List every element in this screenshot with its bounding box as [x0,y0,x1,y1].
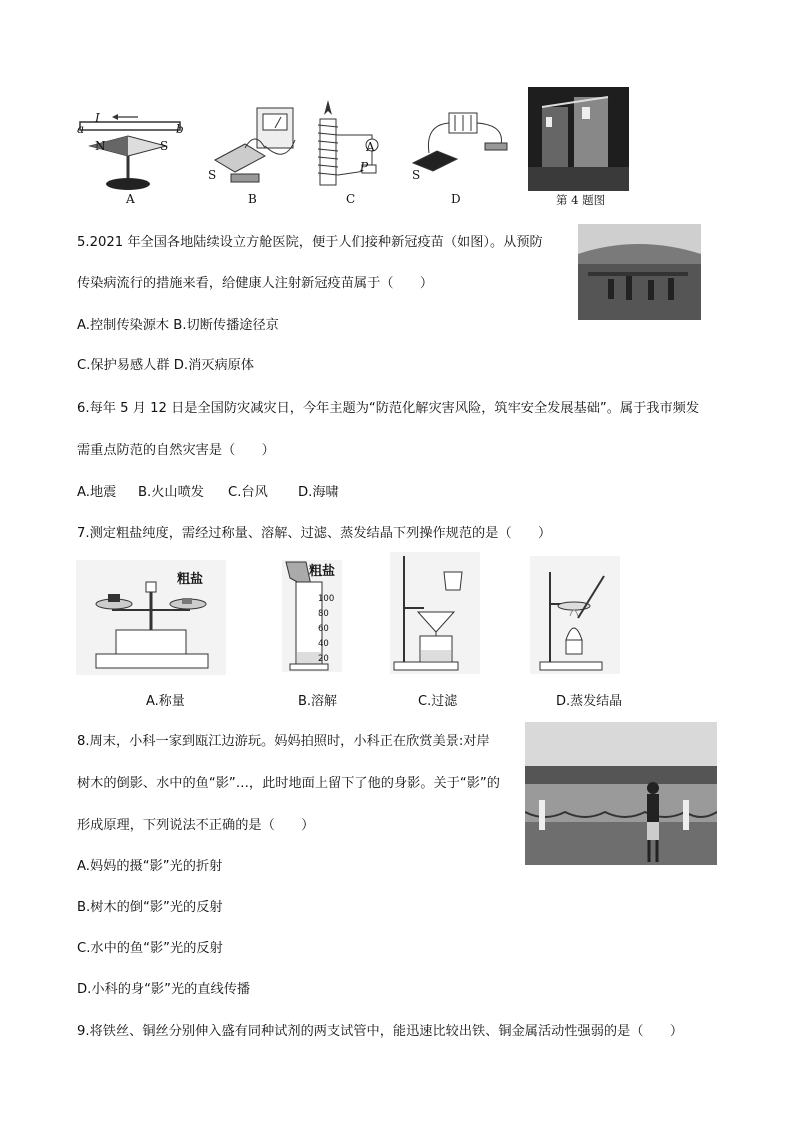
diagram-d [405,105,515,185]
q8-option-c: C.水中的鱼“影”光的反射 [77,941,223,956]
q5-option-line1: A.控制传染源木 B.切断传播途径京 [77,318,279,333]
q8-option-d: D.小科的身“影”光的直线传播 [77,982,251,997]
q8-option-b: B.树木的倒“影”光的反射 [77,900,223,915]
tick-40: 40 [318,639,329,649]
q8-line1: 8.周末，小科一家到瓯江边游玩。妈妈拍照时，小科正在欣赏美景:对岸 [77,734,490,749]
current-label: I [95,111,100,125]
south-pole-label: S [160,139,169,153]
q7-caption-c: C.过滤 [418,694,458,709]
q7-line1: 7.测定粗盐纯度，需经过称量、溶解、过滤、蒸发结晶下列操作规范的是（ ） [77,526,552,541]
q8-line2: 树木的倒影、水中的鱼“影”…，此时地面上留下了他的身影。关于“影”的 [77,776,500,791]
cylinder-salt-label: 粗盐 [309,564,336,579]
q6-option-a: A.地震 [77,485,117,500]
q6-option-b: B.火山喷发 [138,485,204,500]
tick-20: 20 [318,654,329,664]
end-b-label: b [176,122,184,136]
q5-option-line2: C.保护易感人群 D.消灭病原体 [77,358,254,373]
pole-s-label-d: S [412,168,421,182]
filtration-diagram [390,552,480,674]
vaccination-photo [578,224,701,320]
tick-100: 100 [318,594,335,604]
option-a-label: A [126,192,135,206]
diagram-b [205,100,305,195]
cylinder-scale [318,592,334,667]
q7-caption-d: D.蒸发结晶 [556,694,623,709]
evaporation-diagram [530,556,620,674]
end-a-label: a [77,122,85,136]
figure-q4-caption: 第 4 题图 [556,193,606,207]
q6-option-d: D.海啸 [298,485,339,500]
north-pole-label: N [95,139,106,153]
figure-q4-photo [528,87,629,191]
q6-line2: 需重点防范的自然灾害是（ ） [77,443,275,458]
q8-line3: 形成原理，下列说法不正确的是（ ） [77,818,315,833]
tick-60: 60 [318,624,329,634]
option-b-label: B [248,192,257,206]
q6-line1: 6.每年 5 月 12 日是全国防灾减灾日，今年主题为“防范化解灾害风险，筑牢安全发展基础”。属于我市频发 [77,401,700,416]
q5-line2: 传染病流行的措施来看，给健康人注射新冠疫苗属于（ ） [77,276,434,291]
balance-diagram [76,560,226,675]
balance-salt-label: 粗盐 [177,572,204,587]
tick-80: 80 [318,609,329,619]
q7-caption-b: B.溶解 [298,694,338,709]
ammeter-label: A [366,140,375,154]
pole-s-label-b: S [208,168,217,182]
q8-option-a: A.妈妈的摄“影”光的折射 [77,859,223,874]
riverside-photo [525,722,717,865]
rheostat-p-label: P [360,160,369,174]
q5-line1: 5.2021 年全国各地陆续设立方舱医院，便于人们接种新冠疫苗（如图）。从预防 [77,235,543,250]
q9-line1: 9.将铁丝、铜丝分别伸入盛有同种试剂的两支试管中，能迅速比较出铁、铜金属活动性强弱的是（ ） [77,1024,684,1039]
option-d-label: D [451,192,461,206]
q7-caption-a: A.称量 [146,694,185,709]
diagram-a [76,100,186,195]
q6-option-c: C.台风 [228,485,268,500]
option-c-label: C [346,192,356,206]
diagram-c [310,95,390,195]
